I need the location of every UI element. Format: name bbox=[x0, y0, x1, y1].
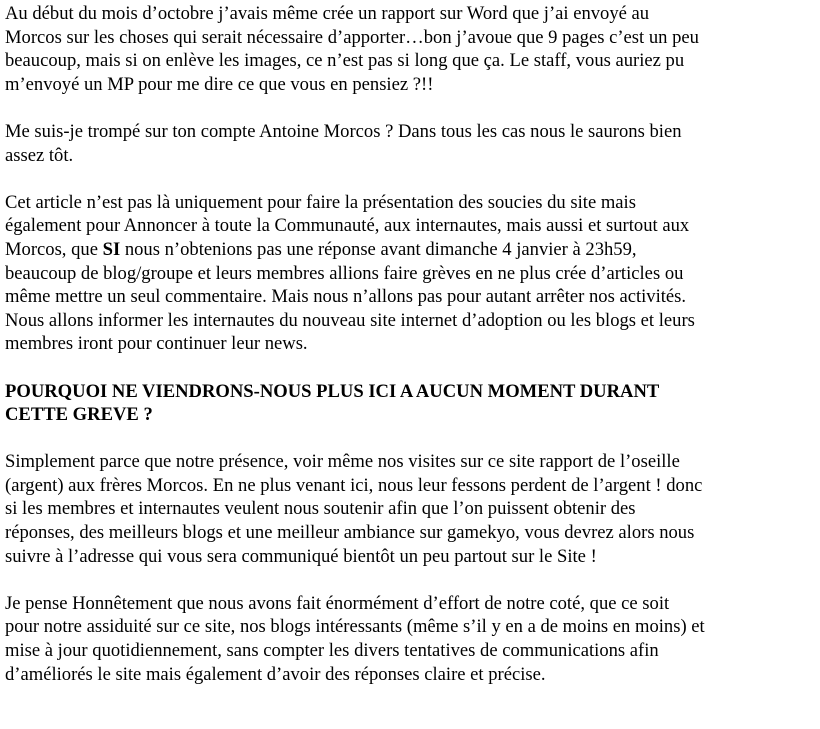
paragraph-antoine-morcos: Me suis-je trompé sur ton compte Antoine Morcos ? Dans tous les cas nous le saurons bien assez tôt. bbox=[5, 120, 682, 166]
announcement-text-after: nous n’obtenions pas une réponse avant dimanche 4 janvier à 23h59, beaucoup de blog/groupe et leurs membres allions faire grèves en ne plus crée d’articles ou même mettre un seul commentaire. Mais nous n’allons pas pour autant arrêter nos activités. Nous allons informer les internautes du nouveau site internet d’adoption ou les blogs et leurs membres iront pour continuer leur news. bbox=[5, 238, 695, 355]
paragraph-conclusion: Je pense Honnêtement que nous avons fait énormément d’effort de notre coté, que ce soit pour notre assiduité sur ce site, nos blogs intéressants (même s’il y en a de moins en moins) et mise à jour quotidiennement, sans compter les divers tentatives de communications afin d’améliorés le site mais également d’avoir des réponses claire et précise. bbox=[5, 592, 705, 685]
section-heading: POURQUOI NE VIENDRONS-NOUS PLUS ICI A AUCUN MOMENT DURANT CETTE GREVE ? bbox=[5, 380, 660, 426]
paragraph-announcement bbox=[5, 191, 812, 356]
announcement-emphasis-si: SI bbox=[102, 238, 121, 260]
paragraph-reason: Simplement parce que notre présence, voir même nos visites sur ce site rapport de l’oseille (argent) aux frères Morcos. En ne plus venant ici, nous leur fessons perdent de l’argent ! donc si les membres et internautes veulent nous soutenir afin que l’on puissent obtenir des réponses, des meilleurs blogs et une meilleur ambiance sur gamekyo, vous devrez alors nous suivre à l’adresse qui vous sera communiqué bientôt un peu partout sur le Site ! bbox=[5, 451, 703, 567]
announcement-text-before: Cet article n’est pas là uniquement pour faire la présentation des soucies du site mais également pour Annoncer à toute la Communauté, aux internautes, mais aussi et surtout aux Morcos, que bbox=[5, 191, 690, 260]
paragraph-word-report: Au début du mois d’octobre j’avais même crée un rapport sur Word que j’ai envoyé au Morcos sur les choses qui serait nécessaire d’apporter…bon j’avoue que 9 pages c’est un peu beaucoup, mais si on enlève les images, ce n’est pas si long que ça. Le staff, vous auriez pu m’envoyé un MP pour me dire ce que vous en pensiez ?!! bbox=[5, 3, 699, 95]
